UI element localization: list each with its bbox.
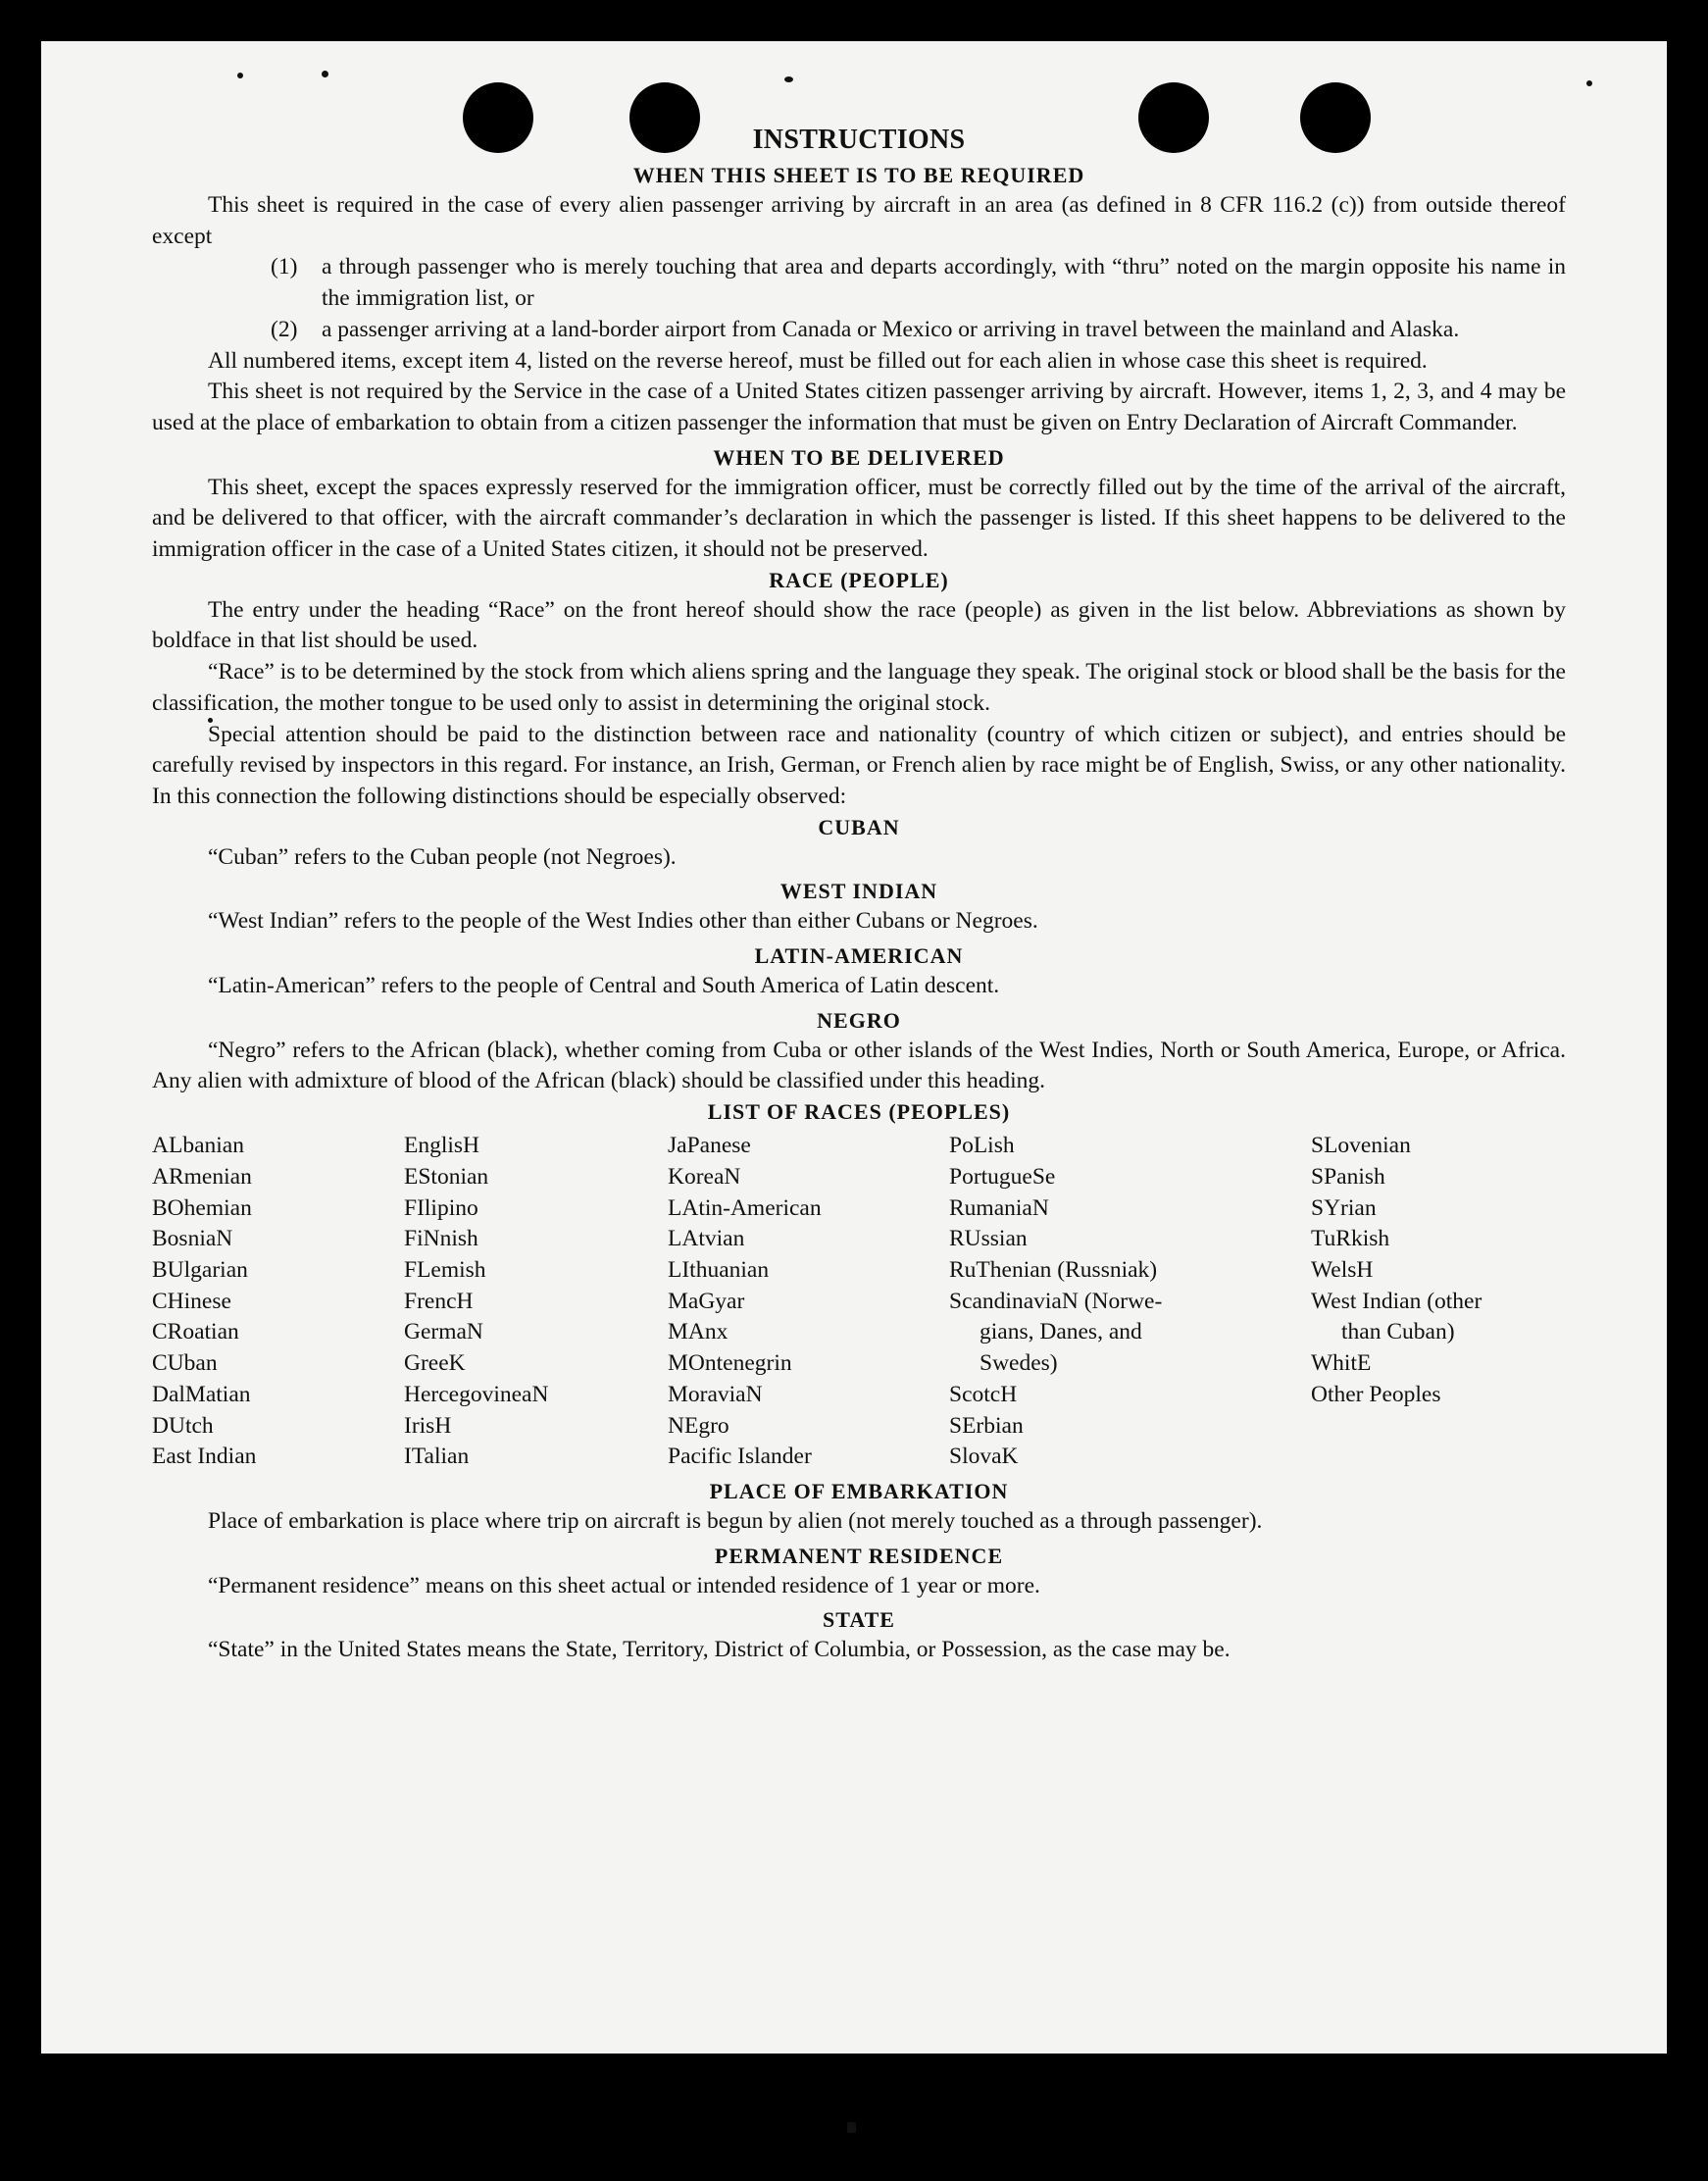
paragraph: “State” in the United States means the State, Territory, District of Columbia, or Possession, as the case may be. <box>208 1637 1231 1663</box>
race-entry: ALbanian <box>152 1133 244 1159</box>
page-title: INSTRUCTIONS <box>752 125 966 155</box>
section-heading: WEST INDIAN <box>779 879 938 904</box>
race-entry: ScotcH <box>949 1381 1018 1407</box>
section-heading: WHEN THIS SHEET IS TO BE REQUIRED <box>632 163 1085 187</box>
paragraph: All numbered items, except item 4, listed on the reverse hereof, must be filled out for each alien in whose case this sheet is required. <box>208 347 1428 374</box>
list-item <box>152 252 1566 314</box>
race-entry: CHinese <box>152 1288 231 1314</box>
race-entry: SLovenian <box>1311 1133 1411 1159</box>
race-column <box>1311 1131 1566 1473</box>
race-entry: MAnx <box>668 1319 728 1345</box>
race-entry: ScandinaviaN (Norwe- <box>949 1288 1163 1314</box>
race-entry: RuThenian (Russniak) <box>949 1256 1158 1283</box>
race-entry: East Indian <box>152 1444 257 1470</box>
section-heading: WHEN TO BE DELIVERED <box>713 444 1005 470</box>
race-column <box>668 1131 949 1473</box>
section-heading: LIST OF RACES (PEOPLES) <box>707 1099 1011 1125</box>
paragraph: “Cuban” refers to the Cuban people (not Negroes). <box>208 843 677 870</box>
race-entry: MaGyar <box>668 1288 745 1314</box>
race-entry: BUlgarian <box>152 1256 248 1283</box>
race-entry: LIthuanian <box>668 1256 770 1283</box>
section-heading: PLACE OF EMBARKATION <box>709 1478 1009 1503</box>
list-item-text: a passenger arriving at a land-border airport from Canada or Mexico or arriving in travel between the mainland and Alaska. <box>322 316 1460 342</box>
race-entry: ITalian <box>404 1444 470 1470</box>
race-entry: SYrian <box>1311 1194 1377 1221</box>
list-item-text: a through passenger who is merely touching that area and departs accordingly, with “thru” noted on the margin opposite his name in the immigration list, or <box>322 254 1566 312</box>
race-entry: FLemish <box>404 1256 486 1283</box>
race-entry: GreeK <box>404 1350 466 1377</box>
paragraph: The entry under the heading “Race” on the front hereof should show the race (people) as given in the list below. Abbreviations as shown by boldface in that list should be used. <box>152 596 1566 654</box>
race-entry: EnglisH <box>404 1133 480 1159</box>
race-entry: CRoatian <box>152 1319 239 1345</box>
race-entry: WelsH <box>1311 1256 1374 1283</box>
race-entry: ARmenian <box>152 1163 252 1190</box>
paragraph: “Race” is to be determined by the stock from which aliens spring and the language they speak. The original stock or blood shall be the basis for the classification, the mother tongue to be used only to assist in determining the original stock. <box>152 659 1566 716</box>
instructions-content <box>152 124 1566 1666</box>
list-item-number: (1) <box>271 254 298 280</box>
race-column <box>404 1131 668 1473</box>
race-entry: RumaniaN <box>949 1194 1049 1221</box>
ink-speck <box>1586 80 1592 86</box>
race-entry: West Indian (other <box>1311 1288 1482 1314</box>
document-page <box>41 41 1667 2054</box>
race-entry: PortugueSe <box>949 1163 1056 1190</box>
ink-speck <box>237 73 243 78</box>
race-entry: JaPanese <box>668 1133 751 1159</box>
section-heading: LATIN-AMERICAN <box>754 943 964 969</box>
section-heading: PERMANENT RESIDENCE <box>714 1543 1004 1568</box>
race-entry: DUtch <box>152 1412 214 1439</box>
race-entry: TuRkish <box>1311 1226 1390 1252</box>
race-entry: DalMatian <box>152 1381 251 1407</box>
race-entry: FIlipino <box>404 1194 478 1221</box>
section-heading: STATE <box>823 1607 895 1633</box>
race-entry: Other Peoples <box>1311 1381 1441 1407</box>
race-entry: LAtvian <box>668 1226 745 1252</box>
race-entry: BosniaN <box>152 1226 233 1252</box>
race-entry: FiNnish <box>404 1226 478 1252</box>
scan-mark <box>847 2122 856 2133</box>
race-entry: IrisH <box>404 1412 452 1439</box>
race-entry: GermaN <box>404 1319 483 1345</box>
race-entry: PoLish <box>949 1133 1015 1159</box>
race-entry: NEgro <box>668 1412 729 1439</box>
race-list <box>152 1131 1566 1473</box>
race-entry: FrencH <box>404 1288 474 1314</box>
race-entry: HercegovineaN <box>404 1381 549 1407</box>
race-entry: SErbian <box>949 1412 1024 1439</box>
race-entry: RUssian <box>949 1226 1028 1252</box>
race-entry: Pacific Islander <box>668 1444 812 1470</box>
paragraph: “Latin-American” refers to the people of Central and South America of Latin descent. <box>208 973 1000 999</box>
race-column <box>152 1131 404 1473</box>
paragraph: “West Indian” refers to the people of the West Indies other than either Cubans or Negroes. <box>208 908 1038 935</box>
paragraph: This sheet is not required by the Service in the case of a United States citizen passenger arriving by aircraft. However, items 1, 2, 3, and 4 may be used at the place of embarkation to obtain from a citizen passenger the information that must be given on Entry Declaration of Aircraft Commander. <box>152 379 1566 435</box>
section-heading: CUBAN <box>818 814 900 839</box>
paragraph: Place of embarkation is place where trip on aircraft is begun by alien (not merely touched as a through passenger). <box>208 1507 1263 1534</box>
race-entry: EStonian <box>404 1163 489 1190</box>
race-entry: BOhemian <box>152 1194 252 1221</box>
race-entry: Swedes) <box>980 1350 1058 1377</box>
paragraph: “Negro” refers to the African (black), whether coming from Cuba or other islands of the West Indies, North or South America, Europe, or Africa. Any alien with admixture of blood of the African (black) should be classified under this heading. <box>152 1037 1566 1094</box>
list-item <box>152 315 1566 346</box>
race-entry: gians, Danes, and <box>980 1319 1142 1345</box>
list-item-number: (2) <box>271 316 298 342</box>
race-entry: SlovaK <box>949 1444 1019 1470</box>
race-column <box>949 1131 1311 1473</box>
paragraph: “Permanent residence” means on this sheet actual or intended residence of 1 year or more. <box>208 1572 1040 1598</box>
race-entry: LAtin-American <box>668 1194 822 1221</box>
section-heading: RACE (PEOPLE) <box>769 567 949 592</box>
race-entry: MOntenegrin <box>668 1350 792 1377</box>
race-entry: than Cuban) <box>1341 1319 1455 1345</box>
paragraph: This sheet is required in the case of every alien passenger arriving by aircraft in an area (as defined in 8 CFR 116.2 (c)) from outside thereof except <box>152 192 1566 249</box>
race-entry: WhitE <box>1311 1350 1372 1377</box>
race-entry: MoraviaN <box>668 1381 763 1407</box>
paragraph: Special attention should be paid to the distinction between race and nationality (country of which citizen or subject), and entries should be carefully revised by inspectors in this regard. For instance, an Irish, German, or French alien by race might be of English, Swiss, or any other nationality. In this connection the following distinctions should be especially observed: <box>152 721 1566 809</box>
section-heading: NEGRO <box>817 1007 901 1033</box>
paragraph: This sheet, except the spaces expressly reserved for the immigration officer, must be correctly filled out by the time of the arrival of the aircraft, and be delivered to that officer, with the aircraft commander’s declaration in which the passenger is listed. If this sheet happens to be delivered to the immigration officer in the case of a United States citizen, it should not be preserved. <box>152 474 1566 563</box>
race-entry: SPanish <box>1311 1163 1385 1190</box>
race-entry: CUban <box>152 1350 218 1377</box>
race-entry: KoreaN <box>668 1163 741 1190</box>
ink-speck <box>784 76 793 82</box>
ink-speck <box>322 71 328 77</box>
